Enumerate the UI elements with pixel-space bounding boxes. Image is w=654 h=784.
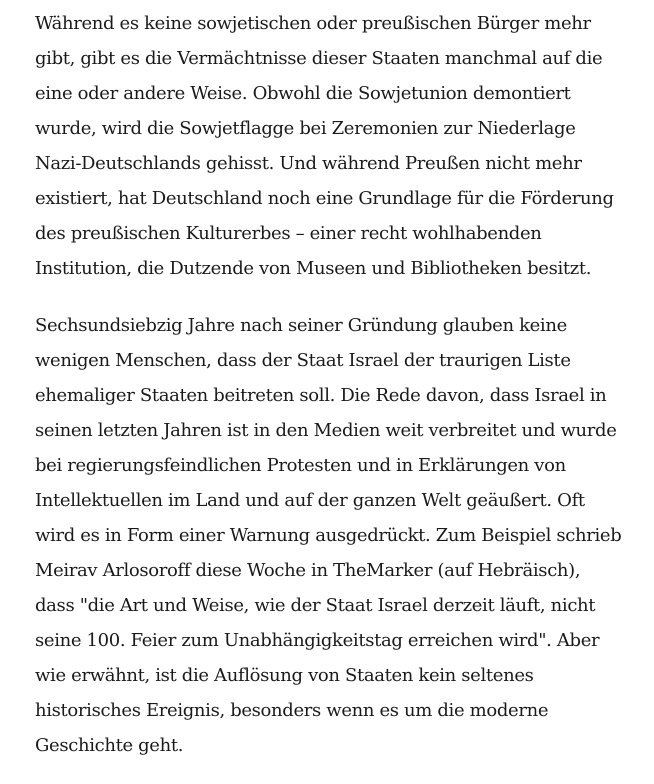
text-line: dass "die Art und Weise, wie der Staat Israel derzeit läuft, nicht	[35, 595, 596, 616]
text-line: Intellektuellen im Land und auf der ganzen Welt geäußert. Oft	[35, 490, 585, 511]
text-line: Nazi-Deutschlands gehisst. Und während Preußen nicht mehr	[35, 153, 582, 174]
text-line: wenigen Menschen, dass der Staat Israel der traurigen Liste	[35, 350, 571, 371]
text-line: bei regierungsfeindlichen Protesten und in Erklärungen von	[35, 455, 566, 476]
article-body	[35, 6, 635, 763]
text-line: gibt, gibt es die Vermächtnisse dieser Staaten manchmal auf die	[35, 48, 603, 69]
text-line: Meirav Arlosoroff diese Woche in TheMarker (auf Hebräisch),	[35, 560, 581, 581]
text-line: seine 100. Feier zum Unabhängigkeitstag erreichen wird". Aber	[35, 630, 600, 651]
text-line: eine oder andere Weise. Obwohl die Sowjetunion demontiert	[35, 83, 571, 104]
text-line: Sechsundsiebzig Jahre nach seiner Gründung glauben keine	[35, 315, 567, 336]
text-line: ehemaliger Staaten beitreten soll. Die Rede davon, dass Israel in	[35, 385, 607, 406]
text-line: historisches Ereignis, besonders wenn es um die moderne	[35, 700, 549, 721]
paragraph-2	[35, 308, 635, 763]
text-line: wird es in Form einer Warnung ausgedrückt. Zum Beispiel schrieb	[35, 525, 622, 546]
paragraph-1	[35, 6, 635, 286]
text-line: Geschichte geht.	[35, 735, 184, 756]
text-line: des preußischen Kulturerbes – einer recht wohlhabenden	[35, 223, 542, 244]
text-line: seinen letzten Jahren ist in den Medien weit verbreitet und wurde	[35, 420, 617, 441]
text-line: wie erwähnt, ist die Auflösung von Staaten kein seltenes	[35, 665, 534, 686]
text-line: existiert, hat Deutschland noch eine Grundlage für die Förderung	[35, 188, 614, 209]
text-line: Institution, die Dutzende von Museen und Bibliotheken besitzt.	[35, 258, 592, 279]
text-line: wurde, wird die Sowjetflagge bei Zeremonien zur Niederlage	[35, 118, 576, 139]
text-line: Während es keine sowjetischen oder preußischen Bürger mehr	[35, 13, 591, 34]
